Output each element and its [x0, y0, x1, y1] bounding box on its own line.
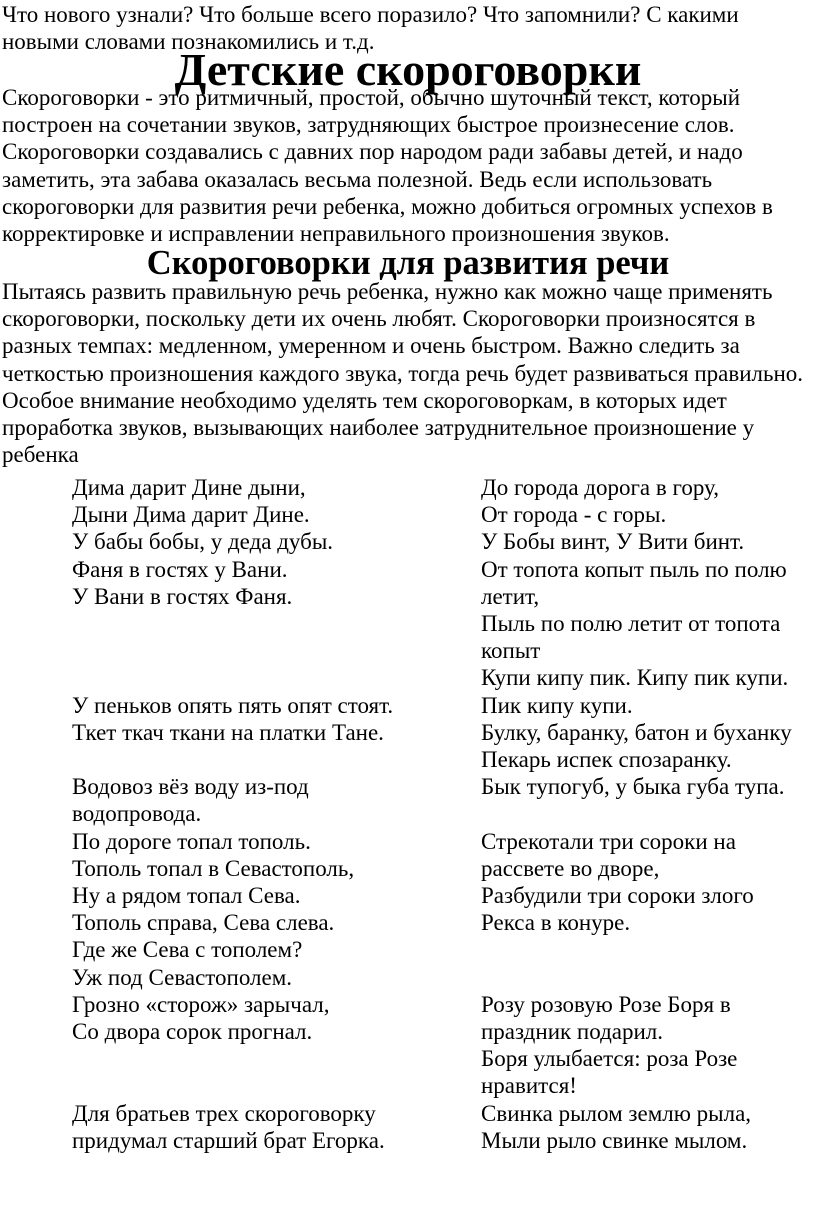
heading-children-tongue-twisters: Детские скороговорки	[174, 44, 642, 95]
poem-line: У бабы бобы, у деда дубы.	[72, 529, 334, 555]
poem-line: Уж под Севастополем.	[72, 964, 293, 990]
poem-line: Где же Сева с тополем?	[72, 937, 303, 963]
stanza-gap	[481, 800, 811, 827]
stanza-left-1	[72, 474, 417, 610]
stanza-right-1	[481, 474, 811, 800]
stanza-gap	[72, 1072, 417, 1099]
poem-line: У пеньков опять пять опят стоят.	[72, 692, 394, 718]
stanza-gap	[481, 964, 811, 991]
poem-line: Бык тупогуб, у быка губа тупа.	[481, 774, 785, 800]
poem-line: Мыли рыло свинке мылом.	[481, 1127, 748, 1153]
stanza-left-2	[72, 692, 417, 746]
poem-line: Боря улыбается: роза Розе нравится!	[481, 1046, 738, 1099]
stanza-right-3	[481, 991, 811, 1154]
poem-line: Со двора сорок прогнал.	[72, 1019, 313, 1044]
poem-line: До города дорога в гору,	[481, 475, 720, 500]
poem-line: Разбудили три сороки злого Рекса в конуре.	[481, 883, 754, 936]
paragraph-speech-development: Пытаясь развить правильную речь ребенка, нужно как можно чаще применять скороговорки, поскольку дети их очень любят. Скороговорки произносятся в разных темпах: медленном, умеренном и очень быстром. Важно следить за четкостью произношения каждого звука, тогда речь будет развиваться правильно. Особое внимание необходимо уделять тем скороговоркам, в которых идет проработка звуков, вызывающих наиболее затруднительное произношение у ребенка	[2, 279, 804, 468]
poem-line: Купи кипу пик. Кипу пик купи.	[481, 665, 789, 691]
poem-line: Водовоз вёз воду из-под водопровода.	[72, 774, 309, 827]
poem-line: Тополь топал в Севастополь,	[72, 855, 355, 881]
stanza-gap	[72, 1045, 417, 1072]
stanza-gap	[481, 936, 811, 963]
poem-line: Фаня в гостях у Вани.	[72, 556, 288, 582]
poem-line: Тополь справа, Сева слева.	[72, 910, 335, 936]
left-column	[72, 474, 417, 1154]
right-column	[481, 474, 811, 1154]
poem-line: Пекарь испек спозаранку.	[481, 747, 732, 773]
poem-line: Грозно «сторож» зарычал,	[72, 991, 330, 1017]
poem-line: Стрекотали три сороки на рассвете во дворе,	[481, 828, 736, 881]
heading-speech-development: Скороговорки для развития речи	[146, 244, 670, 282]
poem-line: Булку, баранку, батон и буханку	[481, 719, 792, 745]
stanza-gap	[72, 664, 417, 691]
poem-line: Для братьев трех скороговорку придумал старший брат Егорка.	[72, 1100, 385, 1153]
poem-line: Розу розовую Розе Боря в праздник подарил.	[481, 991, 731, 1045]
poem-line: Ну а рядом топал Сева.	[72, 882, 301, 908]
poem-line: Пыль по полю летит от топота копыт	[481, 611, 781, 664]
intro-questions: Что нового узнали? Что больше всего поразило? Что запомнили? С какими новыми словами познакомились и т.д.	[2, 2, 739, 55]
stanza-left-4	[72, 1100, 417, 1154]
stanza-gap	[72, 637, 417, 664]
stanza-left-3	[72, 773, 417, 1045]
poem-line: Дыни Дима дарит Дине.	[72, 502, 310, 528]
poem-line: У Вани в гостях Фаня.	[72, 583, 293, 609]
stanza-gap	[72, 746, 417, 773]
poem-line: Пик кипу купи.	[481, 692, 633, 718]
poem-line: От топота копыт пыль по полю летит,	[481, 556, 787, 609]
poem-line: У Бобы винт, У Вити бинт.	[481, 529, 745, 555]
poem-line: Свинка рылом землю рыла,	[481, 1100, 752, 1126]
poem-line: Дима дарит Дине дыни,	[72, 475, 306, 500]
poem-line: Ткет ткач ткани на платки Тане.	[72, 719, 384, 745]
paragraph-about-tongue-twisters: Скороговорки - это ритмичный, простой, обычно шуточный текст, который построен на сочетании звуков, затрудняющих быстрое произнесение слов. Скороговорки создавались с давних пор народом ради забавы детей, и надо заметить, эта забава оказалась весьма полезной. Ведь если использовать скороговорки для развития речи ребенка, можно добиться огромных успехов в корректировке и исправлении неправильного произношения звуков.	[2, 85, 773, 247]
poem-line: От города - с горы.	[481, 502, 667, 528]
poem-line: По дороге топал тополь.	[72, 828, 311, 854]
stanza-right-2	[481, 828, 811, 937]
stanza-gap	[72, 610, 417, 637]
